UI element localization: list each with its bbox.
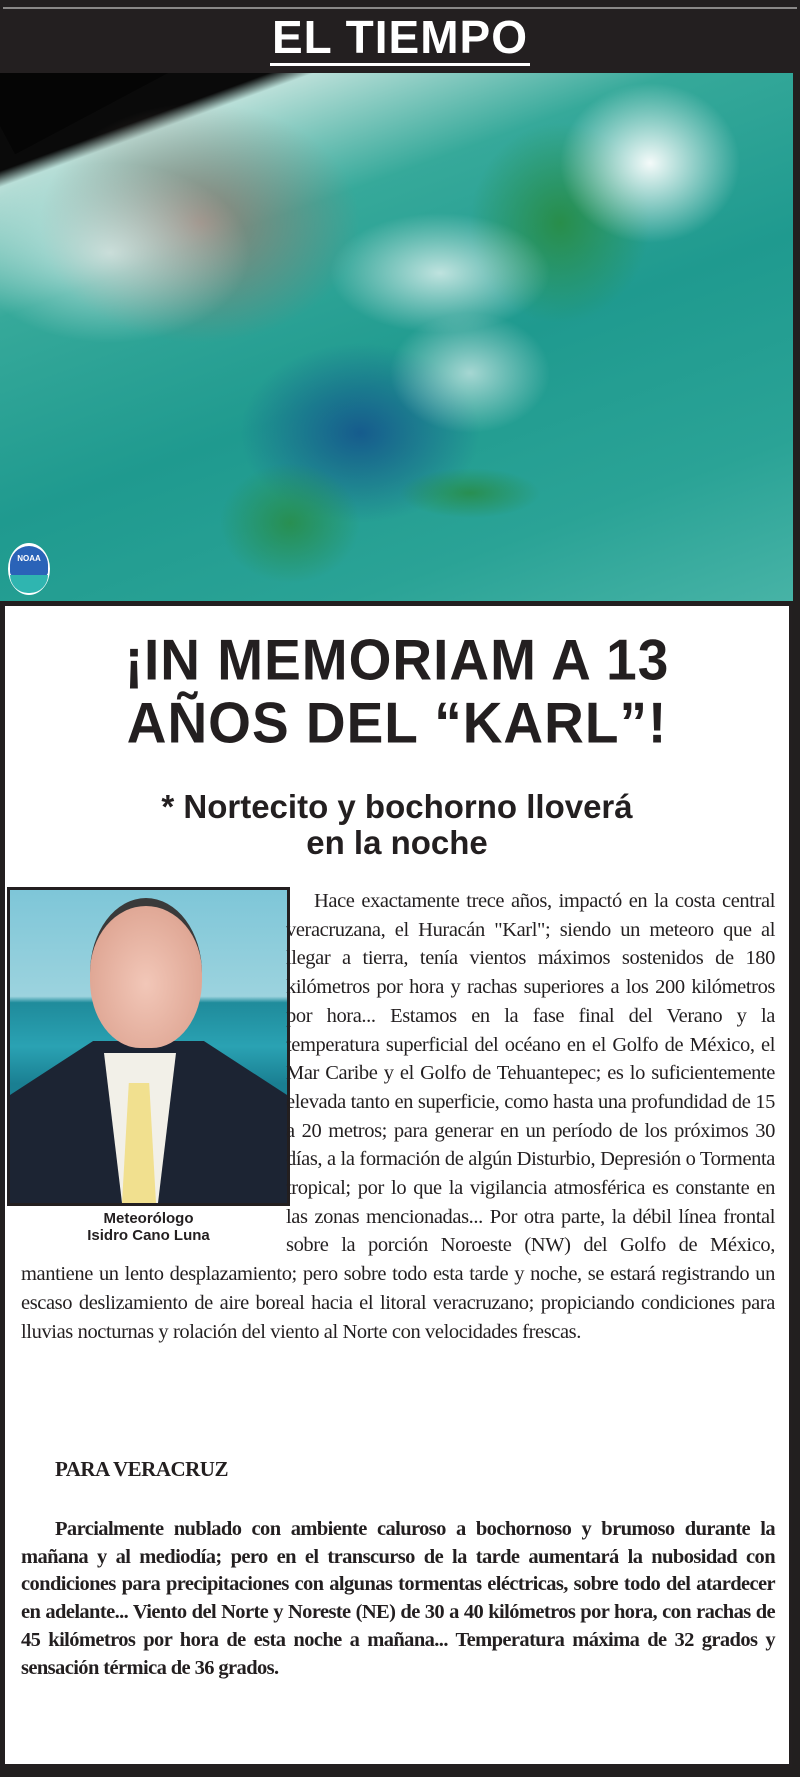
article-body	[21, 887, 775, 1346]
masthead-rule	[3, 7, 797, 9]
headline	[5, 628, 789, 754]
photo-wrap-spacer	[7, 887, 286, 1243]
article	[2, 603, 792, 1767]
space-background	[0, 73, 245, 154]
noaa-logo-wave	[10, 575, 48, 593]
caption-name: Isidro Cano Luna	[87, 1227, 210, 1244]
noaa-logo-icon	[8, 543, 50, 595]
masthead	[0, 0, 800, 73]
article-body-paragraph: Hace exactamente trece años, impactó en la costa central veracruzana, el Huracán "Karl"; siendo un meteoro que al llegar a tierra, tenía vientos máximos sostenidos de 180 kilómetros por hora y rachas superiores a los 200 kilómetros por hora... Estamos en la fase final del Verano y la temperatura superficial del océano en el Golfo de México, el Mar Caribe y el Golfo de Tehuantepec; es lo suficientemente elevada tanto en superficie, como hasta una profundidad de 15 a 20 metros; para generar en un período de los próximos 30 días, a la formación de algún Disturbio, Depresión o Tormenta tropical; por lo que la vigilancia atmosférica es constante en las zonas mencionadas... Por otra parte, la débil línea frontal sobre la porción Noroeste (NW) del Golfo de México, mantiene un lento desplazamiento; pero sobre todo esta tarde y noche, se estará registrando un escaso deslizamiento de aire boreal hacia el litoral veracruzano; propiciando condiciones para lluvias nocturnas y rolación del viento al Norte con velocidades frescas.	[21, 890, 775, 1343]
masthead-title-text: EL TIEMPO	[270, 11, 530, 66]
satellite-image	[0, 73, 793, 601]
headline-line-1: ¡IN MEMORIAM A 13	[124, 626, 670, 693]
forecast-paragraph: Parcialmente nublado con ambiente caluroso a bochornoso y brumoso durante la mañana y al mediodía; pero en el transcurso de la tarde aumentará la nubosidad con condiciones para precipitaciones con algunas tormentas eléctricas, sobre todo del atardecer en adelante... Viento del Norte y Noreste (NE) de 30 a 40 kilómetros por hora, con rachas de 45 kilómetros por hora de esta noche a mañana... Temperatura máxima de 32 grados y sensación térmica de 36 grados.	[21, 1518, 775, 1679]
noaa-logo-text: NOAA	[10, 546, 48, 576]
caption-role: Meteorólogo	[103, 1210, 194, 1227]
section-title-el-tiempo	[0, 13, 800, 61]
subhead-line-1: * Nortecito y bochorno lloverá	[161, 788, 633, 825]
headline-line-2: AÑOS DEL “KARL”!	[126, 689, 668, 756]
subheadline	[5, 789, 789, 861]
forecast-section-title: PARA VERACRUZ	[55, 1457, 228, 1481]
subhead-line-2: en la noche	[306, 824, 488, 861]
